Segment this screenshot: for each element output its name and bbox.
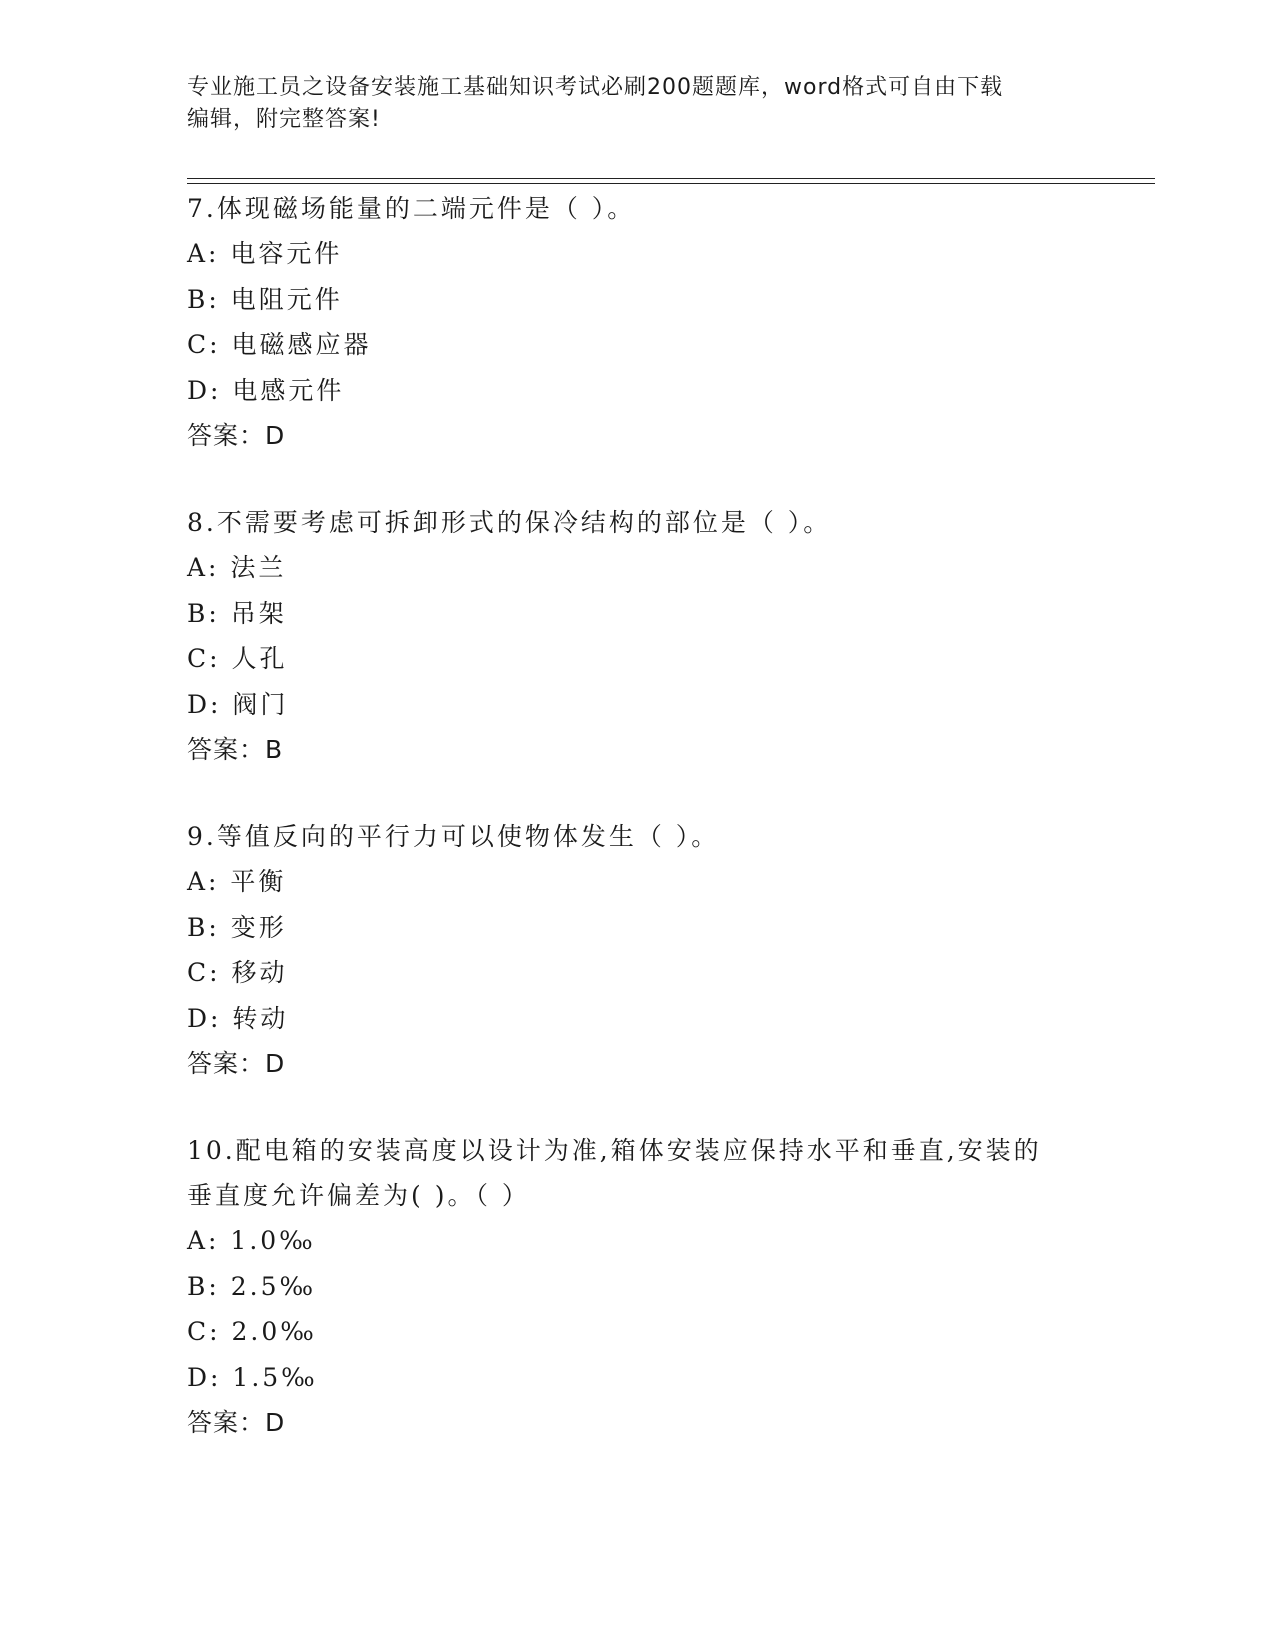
option-b: B: 吊架 — [187, 598, 287, 628]
question-stem-line-2: 垂直度允许偏差为( )。（ ） — [187, 1181, 530, 1210]
option-a: A: 电容元件 — [187, 239, 343, 268]
option-b: B: 2.5‰ — [187, 1271, 317, 1301]
option-a: A: 1.0‰ — [187, 1226, 316, 1255]
option-d: D: 电感元件 — [187, 375, 345, 405]
option-c: C: 电磁感应器 — [187, 330, 372, 359]
answer: 答案：D — [187, 1408, 286, 1437]
question-stem: 7.体现磁场能量的二端元件是（ ）。 — [187, 194, 636, 223]
question-stem-line-1: 10.配电箱的安装高度以设计为准,箱体安装应保持水平和垂直,安装的 — [187, 1136, 1042, 1165]
header-line-1: 专业施工员之设备安装施工基础知识考试必刷200题题库，word格式可自由下载 — [187, 75, 1004, 100]
document-header — [187, 72, 1087, 136]
question-stem: 8.不需要考虑可拆卸形式的保冷结构的部位是（ ）。 — [187, 508, 832, 537]
header-divider-top — [187, 178, 1155, 179]
option-d: D: 转动 — [187, 1003, 289, 1033]
question-10 — [187, 1128, 1087, 1445]
answer: 答案：D — [187, 1049, 286, 1078]
header-divider-bottom — [187, 183, 1155, 184]
option-c: C: 2.0‰ — [187, 1317, 317, 1346]
answer: 答案：B — [187, 735, 284, 764]
header-line-2: 编辑，附完整答案! — [187, 107, 381, 132]
option-b: B: 电阻元件 — [187, 284, 343, 314]
option-c: C: 人孔 — [187, 644, 288, 673]
option-b: B: 变形 — [187, 912, 287, 942]
option-a: A: 平衡 — [187, 867, 287, 896]
answer: 答案：D — [187, 421, 286, 450]
option-d: D: 阀门 — [187, 689, 289, 719]
question-8 — [187, 500, 1087, 772]
option-a: A: 法兰 — [187, 553, 287, 582]
option-d: D: 1.5‰ — [187, 1362, 318, 1392]
question-stem: 9.等值反向的平行力可以使物体发生（ ）。 — [187, 822, 720, 851]
question-9 — [187, 814, 1087, 1086]
question-7 — [187, 186, 1087, 458]
option-c: C: 移动 — [187, 958, 288, 987]
